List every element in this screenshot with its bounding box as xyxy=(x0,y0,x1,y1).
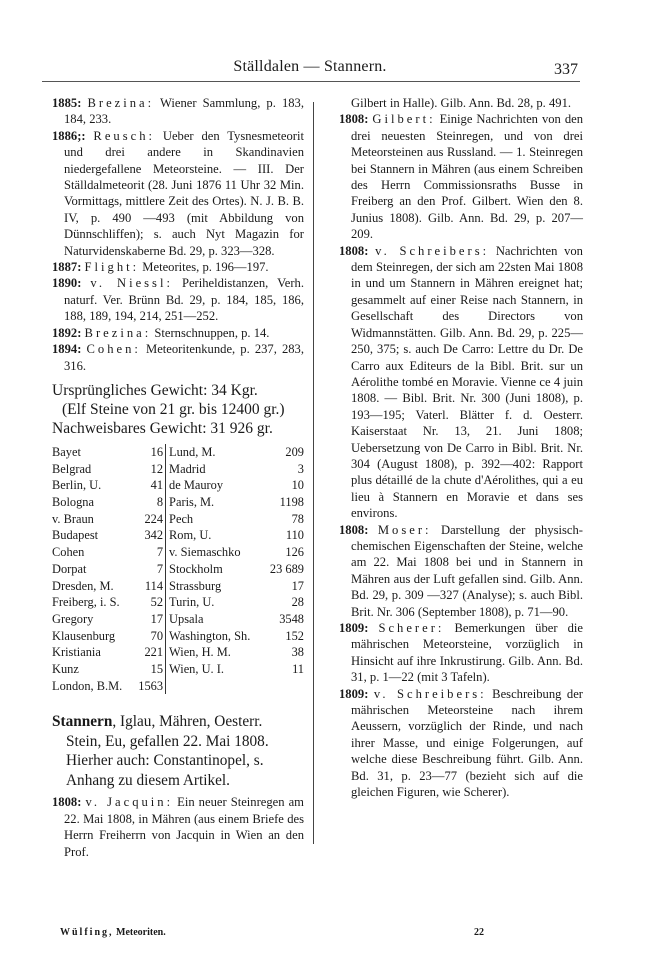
entry-text: Meteorites, p. 196—197. xyxy=(142,260,269,275)
page-header xyxy=(42,58,578,80)
bibliography-entry xyxy=(52,128,304,259)
collection-name: Budapest xyxy=(52,528,99,543)
collection-row xyxy=(52,461,304,478)
collection-weight: 12 xyxy=(134,461,166,478)
collection-name: v. Braun xyxy=(52,511,94,526)
collection-weight: 78 xyxy=(291,511,304,526)
collection-weight: 38 xyxy=(291,645,304,660)
collection-weight: 70 xyxy=(134,628,166,645)
collection-row xyxy=(52,511,304,528)
collection-row xyxy=(52,561,304,578)
entry-author: Scherer: xyxy=(378,621,445,635)
column-divider xyxy=(313,102,314,844)
entry-author: v. Jacquin: xyxy=(85,795,174,810)
collection-name: Belgrad xyxy=(52,461,92,476)
collection-name: Berlin, U. xyxy=(52,478,102,493)
verifiable-weight: Nachweisbares Gewicht: 31 926 gr. xyxy=(52,419,273,437)
collection-weight: 52 xyxy=(134,594,166,611)
collection-name: Bayet xyxy=(52,444,81,459)
bibliography-entry xyxy=(339,620,583,686)
meteorite-cross-reference: Hierher auch: Constantinopel, s. Anhang zu diesem Artikel. xyxy=(66,752,264,789)
entry-year: 1890: xyxy=(52,276,82,291)
collection-weight: 221 xyxy=(134,644,166,661)
entry-year: 1809: xyxy=(339,621,369,635)
entry-author: Gilbert: xyxy=(372,112,436,127)
meteorite-location: , Iglau, Mähren, Oesterr. xyxy=(112,713,263,731)
collection-name: Upsala xyxy=(169,611,204,626)
collection-name: Pech xyxy=(169,511,194,526)
collection-name: v. Siemaschko xyxy=(169,545,241,560)
collection-weight: 41 xyxy=(134,477,166,494)
collection-name: Dresden, M. xyxy=(52,578,114,593)
collection-name: London, B.M. xyxy=(52,678,123,693)
collection-name: Dorpat xyxy=(52,561,87,576)
collection-name: Madrid xyxy=(169,461,206,476)
entry-author: Brezina: xyxy=(84,325,152,340)
entry-year: 1809: xyxy=(339,686,369,701)
collection-weight: 114 xyxy=(134,578,166,595)
entry-year: 1808: xyxy=(52,795,82,810)
collection-weight: 7 xyxy=(134,561,166,578)
collection-row xyxy=(52,494,304,511)
meteorite-name: Stannern xyxy=(52,713,113,731)
entry-year: 1885: xyxy=(52,96,82,110)
collections-table xyxy=(52,444,304,695)
collection-name: Bologna xyxy=(52,495,94,510)
collection-weight: 3548 xyxy=(279,611,304,626)
collection-weight: 16 xyxy=(134,444,166,461)
collection-name: Stockholm xyxy=(169,561,223,576)
bibliography-entry xyxy=(52,275,304,324)
collection-weight: 209 xyxy=(285,444,304,459)
bibliography-entry xyxy=(52,325,304,341)
collection-row xyxy=(52,594,304,611)
collection-weight: 15 xyxy=(134,661,166,678)
signature-author: Wülfing, xyxy=(60,927,114,938)
weight-block xyxy=(52,381,304,438)
entry-text: Beschreibung der mährischen Meteorsteine nach ihrem Aeussern, vorzüglich der Rinde, und nach ihrer Masse, und einige Folgerungen, auf welche diese Beschreibung führt. Gilb. Ann. Bd. 31, p. 23—77 (bezieht sich auf die gleichen Figuren, wie Scherer). xyxy=(351,686,583,800)
collection-name: de Mauroy xyxy=(169,478,224,493)
entry-author: Flight: xyxy=(84,260,140,275)
entry-year: 1808: xyxy=(339,243,369,258)
meteorite-fall-info: Stein, Eu, gefallen 22. Mai 1808. xyxy=(66,732,269,750)
entry-text: Bemerkungen über die mährischen Meteorsteine, vorzüglich in Hinsicht auf ihre Inkrustirung. Gilb. Ann. Bd. 31, p. 1—22 (mit 3 Tafeln). xyxy=(351,621,583,685)
header-rule xyxy=(42,81,580,82)
entry-text: Ein neuer Steinregen am 22. Mai 1808, in Mähren (aus einem Briefe des Herrn Freiherrn von Jacquin in Wien an den Prof. xyxy=(64,795,304,859)
collection-weight: 1198 xyxy=(279,495,304,510)
collection-weight: 10 xyxy=(291,478,304,493)
entry-author: v. Schreibers: xyxy=(373,686,487,701)
entry-author: Moser: xyxy=(377,522,432,537)
left-column xyxy=(52,95,304,860)
entry-author: v. Niessl: xyxy=(90,276,173,291)
collection-weight: 152 xyxy=(285,628,304,643)
collection-row xyxy=(52,678,304,695)
entry-author: Cohen: xyxy=(86,342,141,357)
bibliography-list xyxy=(52,95,304,374)
entry-text: Periheldistanzen, Verh. naturf. Ver. Brünn Bd. 29, p. 184, 185, 186, 188, 189, 194, 214, 251—252. xyxy=(64,276,305,324)
collection-name: Cohen xyxy=(52,545,85,560)
entry-author: v. Schreibers: xyxy=(375,243,490,258)
entry-text: Meteoritenkunde, p. 237, 283, 316. xyxy=(64,342,304,373)
collection-name: Paris, M. xyxy=(169,495,215,510)
page-number: 337 xyxy=(554,61,578,78)
collection-name: Freiberg, i. S. xyxy=(52,595,120,610)
entry-author: Reusch: xyxy=(93,128,155,143)
collection-row xyxy=(52,527,304,544)
bibliography-entry xyxy=(339,111,583,242)
entry-year: 1894: xyxy=(52,342,82,357)
collection-name: Strassburg xyxy=(169,578,222,593)
entry-text: Nachrichten von dem Steinregen, der sich am 22sten Mai 1808 in und um Stannern in Mähren ereignet hat; gesammelt auf einer Reise nach Stannern, in Gesellschaft des Directors von Widmannstätten. Gilb. Ann. Bd. 29, p. 225—250, 375; s. auch De Carro: Lettre du Dr. De Carro aux Editeurs de la Bibl. Brit. sur un Aérolithe tombé en Moravie. Vienne ce 4 juin 1808. — Bibl. Brit. Nr. 300 (Juni 1808), p. 193—195; Vaterl. Blätter f. d. Oesterr. Kaiserstaat Nr. 13, 21. Juni 1808; Uebersetzung von De Carro in Bibl. Brit. Nr. 304 (August 1808), p. 392—402: Rapport plus détaillé de la chute d'Aérolithes, qui a eu lieu à Stannern en Moravie et dans ses environs. xyxy=(351,243,583,521)
collection-name: Kunz xyxy=(52,662,79,677)
collection-row xyxy=(52,644,304,661)
bibliography-list xyxy=(339,111,583,800)
collection-name: Lund, M. xyxy=(169,444,216,459)
collection-name: Turin, U. xyxy=(169,595,215,610)
collection-weight: 224 xyxy=(134,511,166,528)
collection-row xyxy=(52,628,304,645)
running-title: Ställdalen — Stannern. xyxy=(233,58,387,75)
collection-name: Klausenburg xyxy=(52,628,116,643)
collection-weight: 8 xyxy=(134,494,166,511)
entry-year: 1892: xyxy=(52,325,82,340)
entry-year: 1887: xyxy=(52,260,82,275)
collection-name: Gregory xyxy=(52,611,94,626)
continuation-text: Gilbert in Halle). Gilb. Ann. Bd. 28, p. 491. xyxy=(351,96,572,110)
collection-row xyxy=(52,661,304,678)
entry-text: Wiener Sammlung, p. 183, 184, 233. xyxy=(64,96,304,127)
collection-weight: 17 xyxy=(134,611,166,628)
collection-weight: 11 xyxy=(292,662,304,677)
collection-name: Wien, H. M. xyxy=(169,645,231,660)
bibliography-entry xyxy=(52,95,304,128)
right-column xyxy=(339,95,583,800)
bibliography-entry xyxy=(52,259,304,275)
entry-author: Brezina: xyxy=(87,96,155,110)
signature-title: Meteoriten. xyxy=(116,927,166,938)
signature-line xyxy=(60,927,166,938)
entry-text: Sternschnuppen, p. 14. xyxy=(154,325,270,340)
collection-name xyxy=(166,678,265,695)
entry-year: 1886;: xyxy=(52,128,86,143)
entry-year: 1808: xyxy=(339,522,369,537)
collection-name: Washington, Sh. xyxy=(169,628,251,643)
collection-row xyxy=(52,477,304,494)
collection-weight: 3 xyxy=(297,461,304,476)
collection-weight: 17 xyxy=(291,578,304,593)
collection-weight: 7 xyxy=(134,544,166,561)
collection-name: Rom, U. xyxy=(169,528,212,543)
collection-weight: 126 xyxy=(285,545,304,560)
collection-weight: 28 xyxy=(291,595,304,610)
bibliography-entry xyxy=(52,341,304,374)
entry-text: Einige Nachrichten von den drei neuesten Steinregen, und von drei Meteorsteinen aus Russland. — 1. Steinregen bei Stannern in Mähren (aus einem Schreiben des Herrn Commissionsraths Busse in Freiberg an den Prof. Gilbert. Wien den 8. Junius 1808). Gilb. Ann. Bd. 29, p. 207—209. xyxy=(351,112,584,242)
collection-row xyxy=(52,611,304,628)
signature-mark: 22 xyxy=(474,927,484,938)
collection-name: Wien, U. I. xyxy=(169,662,224,677)
stannern-heading xyxy=(52,712,304,790)
collection-row xyxy=(52,444,304,461)
bibliography-entry xyxy=(339,686,583,801)
collection-weight: 23 689 xyxy=(269,561,304,576)
bibliography-entry xyxy=(52,794,304,860)
bibliography-entry xyxy=(339,243,583,522)
entry-text: Darstellung der physisch-chemischen Eigenschaften der Steine, welche am 22. Mai 1808 bei und in Stannern in Mähren aus der Luft gefallen sind. Gilb. Ann. Bd. 29, p. 309 —327 (Analyse); s. auch Bibl. Brit. Nr. 306 (September 1808), p. 71—90. xyxy=(351,522,583,619)
collection-weight: 1563 xyxy=(134,678,166,695)
entry-text: Ueber den Tysnesmeteorit und drei andere in Skandinavien niedergefallene Meteorsteine. — III. Der Ställdalmeteorit (28. Juni 1876 11 Uhr 32 Min. Vormittags, mittlere Zeit des Ortes). N. J. B. B. IV, p. 490 —493 (mit Abbildung von Dünnschliffen); s. auch Nyt Magazin for Naturvidenskaberne Bd. 29, p. 323—328. xyxy=(64,128,304,258)
original-weight: Ursprüngliches Gewicht: 34 Kgr. xyxy=(52,381,258,399)
collection-row xyxy=(52,544,304,561)
collection-name: Kristiania xyxy=(52,645,101,660)
collection-weight xyxy=(264,678,304,695)
entry-year: 1808: xyxy=(339,112,369,127)
bibliography-entry xyxy=(339,522,583,620)
collection-weight: 342 xyxy=(134,527,166,544)
collection-weight: 110 xyxy=(285,528,304,543)
collection-row xyxy=(52,578,304,595)
stones-range: (Elf Steine von 21 gr. bis 12400 gr.) xyxy=(62,400,285,418)
